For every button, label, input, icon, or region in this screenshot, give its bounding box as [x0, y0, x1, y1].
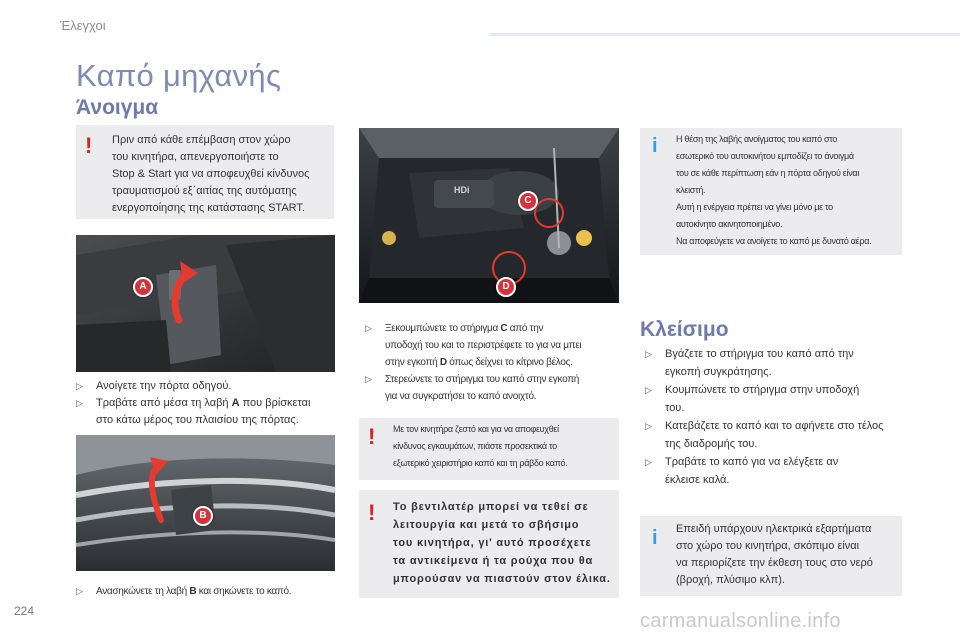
photo-hood-release-handle — [76, 235, 335, 372]
step-pull-handle: ▷ Τραβάτε από μέσα τη λαβή A που βρίσκεται στο κάτω μέρος του πλαισίου της πόρτας. — [76, 397, 311, 426]
callout-b: B — [193, 506, 213, 526]
close-step: ▷ Βγάζετε το στήριγμα του καπό από την εγκοπή συγκράτησης. — [645, 345, 915, 381]
info-box-electrical: i Επειδή υπάρχουν ηλεκτρικά εξαρτήματα στο χώρο του κινητήρα, σκόπιμο είναι να περιορίζετε την έκθεση τους στο νερό (βροχή, πλύσιμο κλπ). — [640, 516, 902, 596]
callout-a: A — [133, 277, 153, 297]
photo-hood-safety-catch — [76, 435, 335, 571]
warning-box-hot-engine: ! Με τον κινητήρα ζεστό και για να αποφευχθεί κίνδυνος εγκαυμάτων, πιάστε προσεκτικά το εξωτερικό χειριστήριο καπό και τη ράβδο καπό. — [359, 418, 619, 480]
callout-c: C — [518, 191, 538, 211]
close-step: ▷ Κουμπώνετε το στήριγμα στην υποδοχή του. — [645, 381, 915, 417]
warning-icon: ! — [368, 424, 376, 449]
bullet-icon: ▷ — [645, 385, 652, 395]
support-steps — [365, 320, 623, 405]
warning-box-fan: ! Το βεντιλατέρ μπορεί να τεθεί σε λειτουργία και μετά το σβήσιμο του κινητήρα, γι' αυτό προσέχετε τα αντικείμενα ή τα ρούχα που θα μπορούσαν να πιαστούν στον έλικα. — [359, 490, 619, 598]
photo-engine-bay — [359, 128, 619, 303]
opening-steps — [76, 378, 341, 429]
header-rule — [490, 33, 960, 36]
warning-icon: ! — [85, 133, 93, 158]
step-secure-prop: ▷ Στερεώνετε το στήριγμα του καπό στην εγκοπή για να συγκρατήσει το καπό ανοιχτό. — [365, 371, 623, 405]
warning-icon: ! — [368, 500, 376, 525]
bullet-icon: ▷ — [76, 586, 83, 596]
step-open-door: ▷ Ανοίγετε την πόρτα οδηγού. — [76, 378, 341, 395]
step-lift-hood: ▷ Ανασηκώνετε τη λαβή B και σηκώνετε το καπό. — [76, 583, 341, 600]
step-unclip-prop: ▷ Ξεκουμπώνετε το στήριγμα C από την υποδοχή του και το περιστρέφετε το για να μπει στην εγκοπή D όπως δείχνει το κίτρινο βέλος. — [365, 320, 623, 371]
page-title: Καπό μηχανής — [76, 58, 282, 93]
bullet-icon: ▷ — [365, 323, 372, 333]
close-step: ▷ Κατεβάζετε το καπό και το αφήνετε στο τέλος της διαδρομής του. — [645, 417, 915, 453]
warning-box-stopstart — [76, 125, 334, 219]
closing-steps — [645, 345, 915, 489]
bullet-icon: ▷ — [645, 457, 652, 467]
watermark: carmanualsonline.info — [640, 610, 841, 632]
closing-heading: Κλείσιμο — [640, 318, 729, 341]
close-step: ▷ Τραβάτε το καπό για να ελέγξετε αν έκλεισε καλά. — [645, 453, 915, 489]
bullet-icon: ▷ — [76, 381, 83, 391]
bullet-icon: ▷ — [76, 398, 83, 408]
engine-badge: HDi — [454, 185, 470, 195]
callout-d: D — [496, 277, 516, 297]
info-box-handle-position: i Η θέση της λαβής ανοίγματος του καπό στο εσωτερικό του αυτοκινήτου εμποδίζει το άνοιγμά του σε κάθε περίπτωση εάν η πόρτα οδηγού είναι κλειστή. Αυτή η ενέργεια πρέπει να γίνει μόνο με το αυτοκίνητο ακινητοποιημένο. Να αποφεύγετε να ανοίγετε το καπό με δυνατό αέρα. — [640, 128, 902, 255]
section-title: Έλεγχοι — [60, 18, 106, 33]
bullet-icon: ▷ — [645, 349, 652, 359]
bullet-icon: ▷ — [365, 374, 372, 384]
info-icon: i — [652, 135, 658, 157]
info-icon: i — [652, 527, 658, 549]
warning-text: Πριν από κάθε επέμβαση στον χώρο του κινητήρα, απενεργοποιήστε το Stop & Start για να αποφευχθεί κίνδυνος τραυματισμού εξ΄αιτίας της αυτόματης ενεργοποίησης της κατάστασης START. — [112, 134, 310, 214]
opening-heading: Άνοιγμα — [76, 96, 159, 119]
page-number: 224 — [14, 604, 35, 618]
bullet-icon: ▷ — [645, 421, 652, 431]
